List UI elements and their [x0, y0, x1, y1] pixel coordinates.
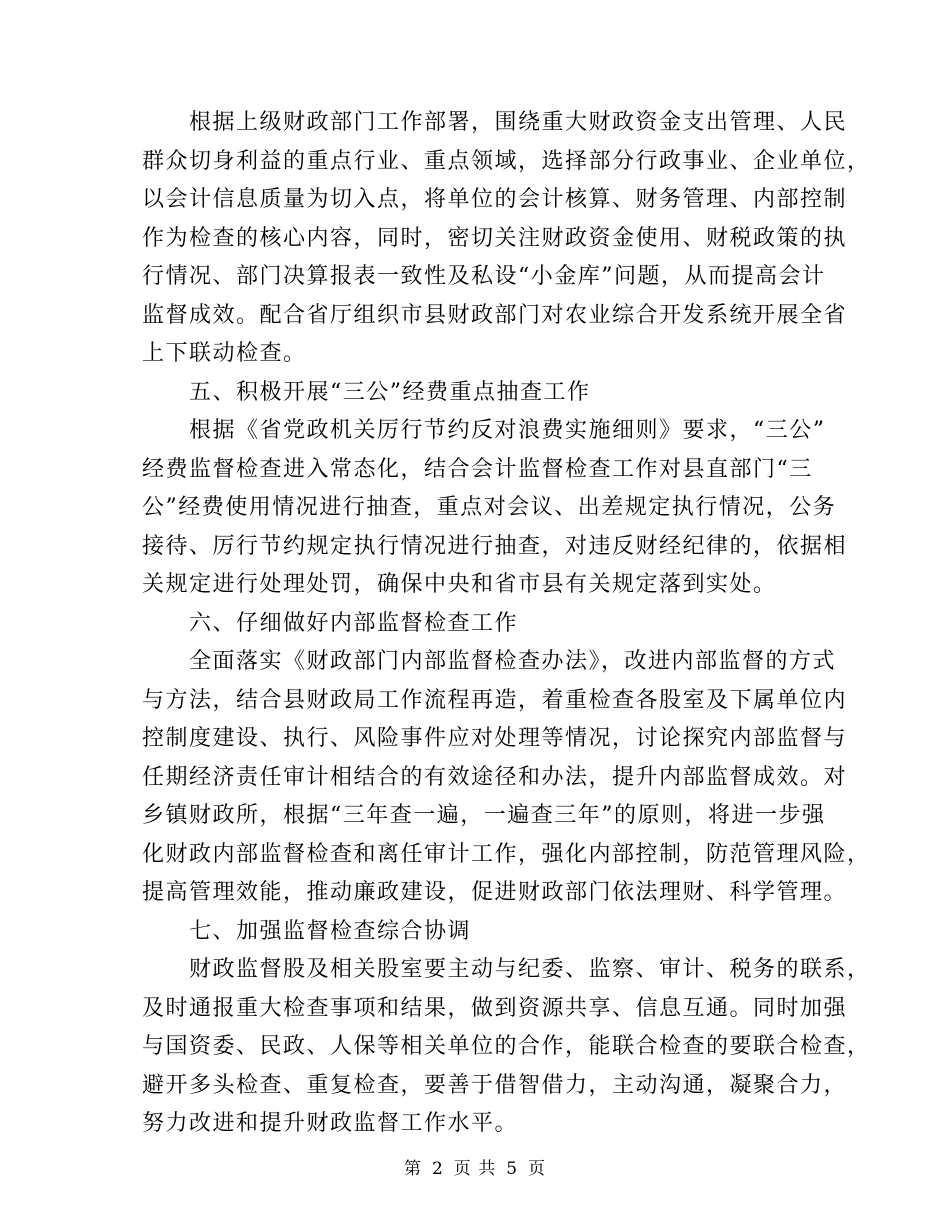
- paragraph-line: 控制度建设、执行、风险事件应对处理等情况，讨论探究内部监督与: [142, 726, 848, 751]
- paragraph-line: 乡镇财政所，根据“三年查一遍，一遍查三年”的原则，将进一步强: [142, 803, 826, 828]
- paragraph-line: 群众切身利益的重点行业、重点领域，选择部分行政事业、企业单位，: [142, 148, 871, 174]
- paragraph-line: 根据《省党政机关厉行节约反对浪费实施细则》要求，“三公”: [189, 418, 826, 443]
- paragraph-line: 行情况、部门决算报表一致性及私设“小金库”问题，从而提高会计: [142, 264, 826, 289]
- paragraph-line: 公”经费使用情况进行抽查，重点对会议、出差规定执行情况，公务: [142, 495, 837, 520]
- paragraph-line: 与国资委、民政、人保等相关单位的合作，能联合检查的要联合检查，: [142, 1034, 871, 1059]
- paragraph-line: 上下联动检查。: [142, 341, 307, 366]
- paragraph-line: 及时通报重大检查事项和结果，做到资源共享、信息互通。同时加强: [142, 995, 848, 1021]
- paragraph-line: 接待、厉行节约规定执行情况进行抽查，对违反财经纪律的，依据相: [142, 533, 848, 559]
- paragraph-line: 避开多头检查、重复检查，要善于借智借力，主动沟通，凝聚合力，: [142, 1072, 848, 1098]
- paragraph-line: 努力改进和提升财政监督工作水平。: [142, 1111, 519, 1136]
- paragraph-line: 以会计信息质量为切入点，将单位的会计核算、财务管理、内部控制: [142, 187, 848, 212]
- document-body: [142, 104, 871, 1144]
- page-number-middle: 页 共: [453, 1159, 497, 1179]
- paragraph-line: 作为检查的核心内容，同时，密切关注财政资金使用、财税政策的执: [142, 225, 848, 251]
- paragraph-line: 财政监督股及相关股室要主动与纪委、监察、审计、税务的联系，: [189, 957, 871, 982]
- total-page-number: 5: [506, 1159, 519, 1179]
- paragraph-line: 关规定进行处理处罚，确保中央和省市县有关规定落到实处。: [142, 572, 777, 597]
- section-heading: 五、积极开展“三公”经费重点抽查工作: [189, 379, 591, 405]
- page-number-prefix: 第: [403, 1159, 422, 1179]
- paragraph-line: 任期经济责任审计相结合的有效途径和办法，提升内部监督成效。对: [142, 764, 848, 790]
- paragraph-line: 监督成效。配合省厅组织市县财政部门对农业综合开发系统开展全省: [142, 302, 848, 328]
- paragraph-line: 经费监督检查进入常态化，结合会计监督检查工作对县直部门“三: [142, 456, 813, 482]
- current-page-number: 2: [431, 1159, 444, 1179]
- paragraph-line: 提高管理效能，推动廉政建设，促进财政部门依法理财、科学管理。: [142, 880, 848, 905]
- paragraph-line: 根据上级财政部门工作部署，围绕重大财政资金支出管理、人民: [189, 110, 848, 135]
- page-number-suffix: 页: [528, 1159, 547, 1179]
- section-heading: 七、加强监督检查综合协调: [189, 918, 472, 944]
- page-footer: [0, 1154, 950, 1179]
- section-heading: 六、仔细做好内部监督检查工作: [189, 610, 519, 636]
- paragraph-line: 化财政内部监督检查和离任审计工作，强化内部控制，防范管理风险，: [142, 841, 871, 867]
- paragraph-line: 全面落实《财政部门内部监督检查办法》，改进内部监督的方式: [189, 649, 837, 674]
- paragraph-line: 与方法，结合县财政局工作流程再造，着重检查各股室及下属单位内: [142, 687, 848, 713]
